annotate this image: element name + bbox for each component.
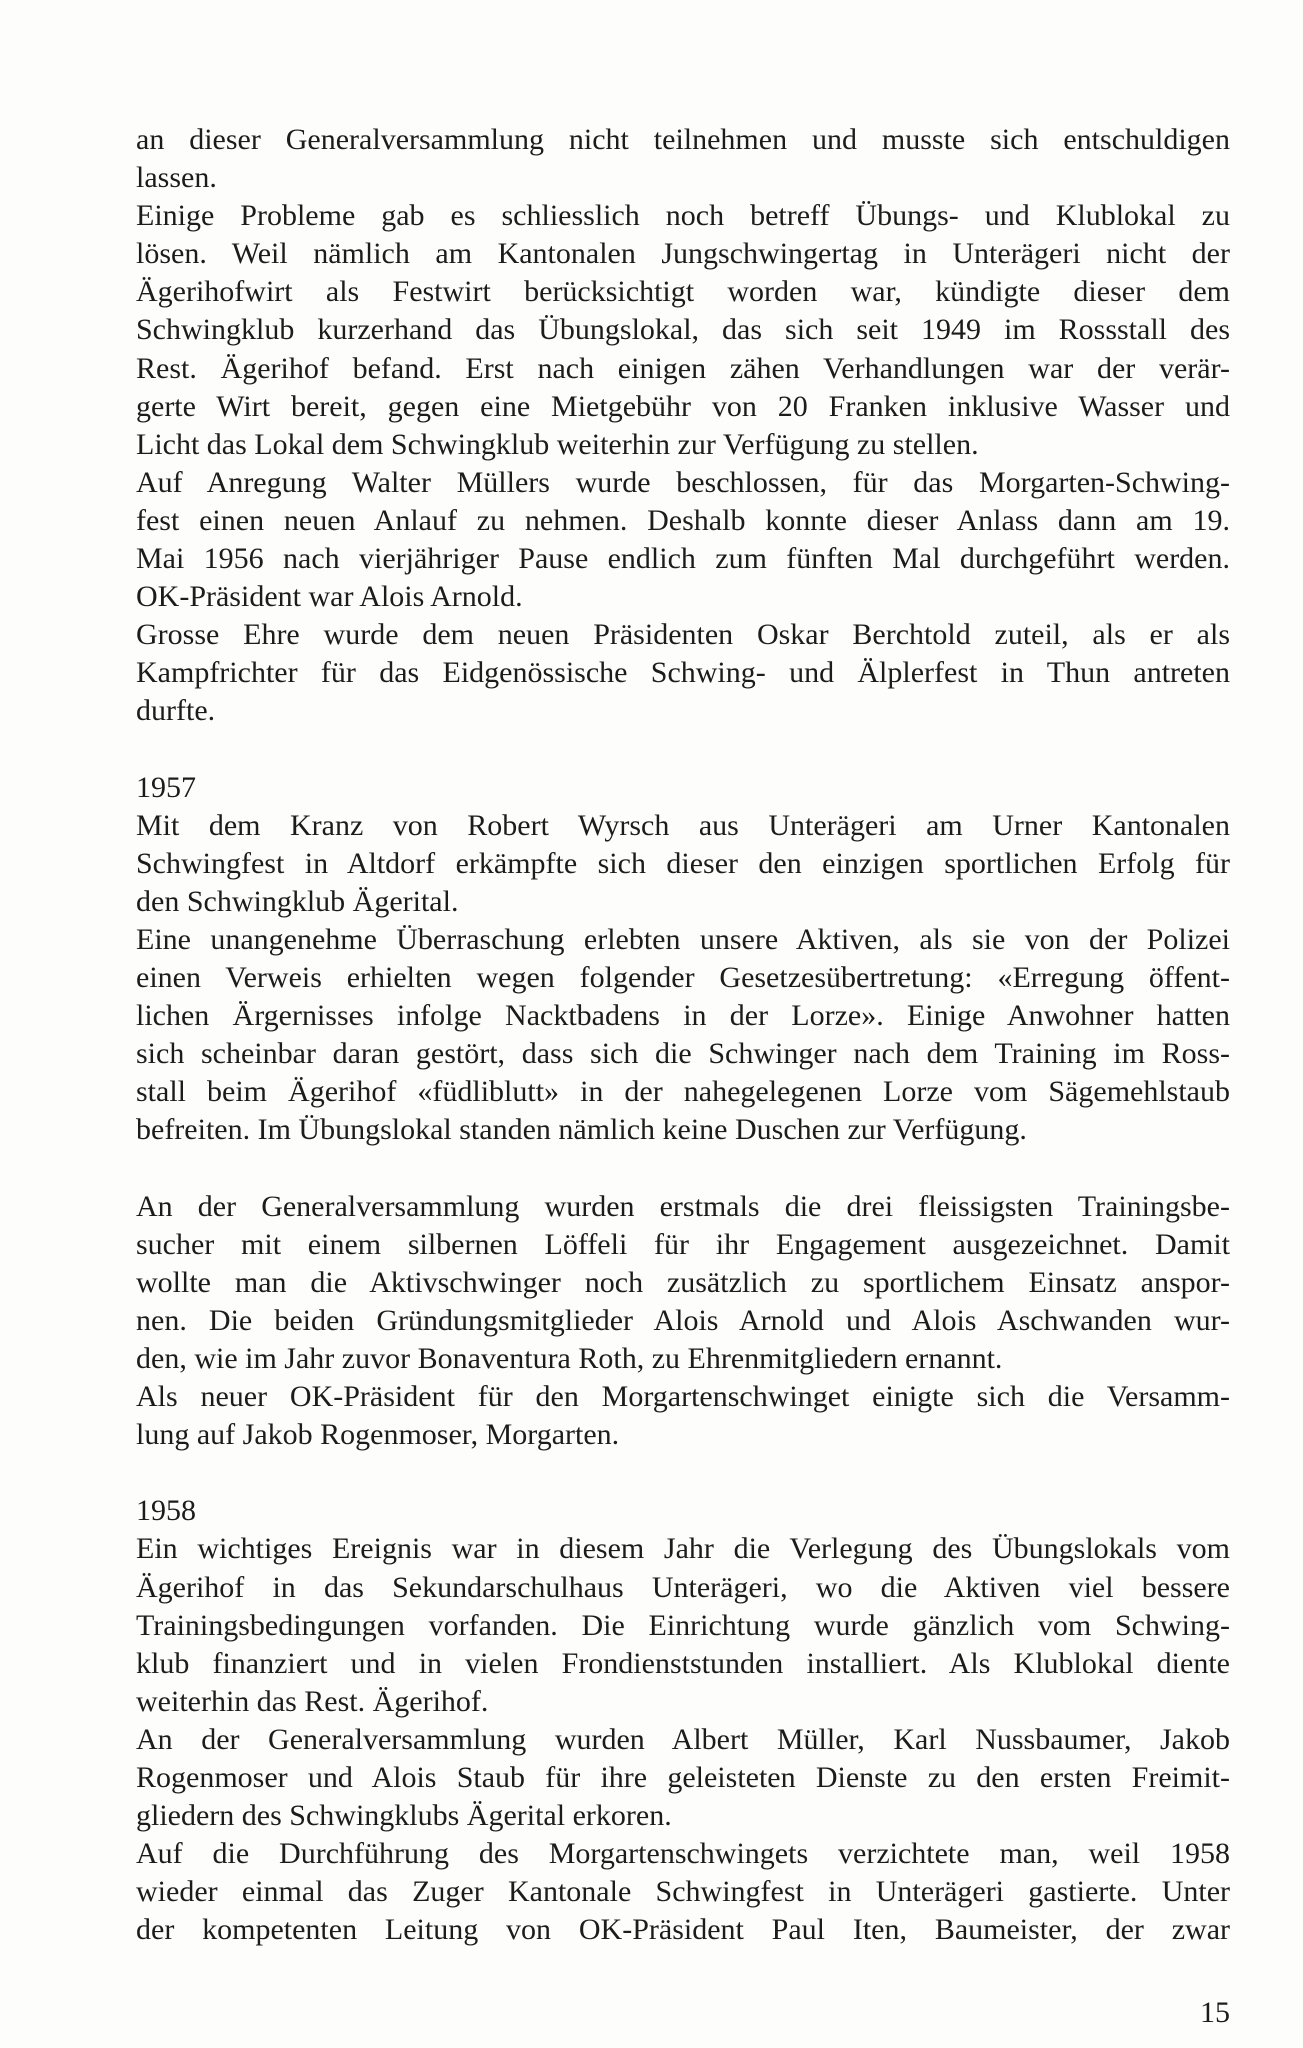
text-line: Schwingfest in Altdorf erkämpfte sich dieser den einzigen sportlichen Erfolg für [136, 846, 1230, 880]
text-line: Licht das Lokal dem Schwingklub weiterhin zur Verfügung zu stellen. [136, 427, 979, 461]
page-number: 15 [1200, 1996, 1230, 2029]
text-line: wieder einmal das Zuger Kantonale Schwingfest in Unterägeri gastierte. Unter [136, 1875, 1230, 1909]
text-line: Mai 1956 nach vierjähriger Pause endlich zum fünften Mal durchgeführt werden. [136, 542, 1230, 576]
text-line: Auf die Durchführung des Morgartenschwingets verzichtete man, weil 1958 [136, 1837, 1230, 1871]
paragraph-gap [136, 1150, 1230, 1188]
text-line: lichen Ärgernisses infolge Nacktbadens in der Lorze». Einige Anwohner hatten [136, 999, 1230, 1033]
text-line: Rest. Ägerihof befand. Erst nach einigen zähen Verhandlungen war der verär- [136, 351, 1230, 385]
text-line: sich scheinbar daran gestört, dass sich die Schwinger nach dem Training im Ross- [136, 1037, 1230, 1071]
text-line: An der Generalversammlung wurden Albert Müller, Karl Nussbaumer, Jakob [136, 1722, 1230, 1756]
text-line: klub finanziert und in vielen Frondienststunden installiert. Als Klublokal diente [136, 1646, 1230, 1680]
text-line: OK-Präsident war Alois Arnold. [136, 580, 523, 614]
text-line: gerte Wirt bereit, gegen eine Mietgebühr von 20 Franken inklusive Wasser und [136, 389, 1230, 423]
text-line: Eine unangenehme Überraschung erlebten unsere Aktiven, als sie von der Polizei [136, 922, 1230, 956]
text-line: Ägerihof in das Sekundarschulhaus Unterägeri, wo die Aktiven viel bessere [136, 1570, 1230, 1604]
text-line: Rogenmoser und Alois Staub für ihre geleisteten Dienste zu den ersten Freimit- [136, 1761, 1230, 1795]
text-line: Einige Probleme gab es schliesslich noch betreff Übungs- und Klublokal zu [136, 199, 1230, 233]
text-line: Ein wichtiges Ereignis war in diesem Jahr die Verlegung des Übungslokals vom [136, 1532, 1230, 1566]
text-line: Als neuer OK-Präsident für den Morgartenschwinget einigte sich die Versamm- [136, 1380, 1230, 1414]
text-line: den, wie im Jahr zuvor Bonaventura Roth, zu Ehrenmitgliedern ernannt. [136, 1342, 1003, 1375]
text-line: Grosse Ehre wurde dem neuen Präsidenten Oskar Berchtold zuteil, als er als [136, 618, 1230, 652]
text-line: nen. Die beiden Gründungsmitglieder Alois Arnold und Alois Aschwanden wur- [136, 1303, 1230, 1337]
text-line: lösen. Weil nämlich am Kantonalen Jungschwingertag in Unterägeri nicht der [136, 237, 1230, 271]
text-line: An der Generalversammlung wurden erstmals die drei fleissigsten Trainingsbe- [136, 1189, 1230, 1223]
body-text [136, 121, 1230, 1950]
year-heading: 1958 [136, 1494, 196, 1528]
text-line: fest einen neuen Anlauf zu nehmen. Deshalb konnte dieser Anlass dann am 19. [136, 503, 1230, 537]
text-line: weiterhin das Rest. Ägerihof. [136, 1684, 489, 1718]
text-line: befreiten. Im Übungslokal standen nämlich keine Duschen zur Verfügung. [136, 1113, 1027, 1147]
text-line: Trainingsbedingungen vorfanden. Die Einrichtung wurde gänzlich vom Schwing- [136, 1608, 1230, 1642]
text-line: lassen. [136, 161, 217, 195]
text-line: an dieser Generalversammlung nicht teilnehmen und musste sich entschuldigen [136, 123, 1230, 156]
text-line: wollte man die Aktivschwinger noch zusätzlich zu sportlichem Einsatz anspor- [136, 1265, 1230, 1299]
text-line: der kompetenten Leitung von OK-Präsident Paul Iten, Baumeister, der zwar [136, 1913, 1230, 1947]
text-line: Ägerihofwirt als Festwirt berücksichtigt worden war, kündigte dieser dem [136, 275, 1230, 309]
text-line: gliedern des Schwingklubs Ägerital erkoren. [136, 1799, 672, 1833]
text-line: einen Verweis erhielten wegen folgender Gesetzesübertretung: «Erregung öffent- [136, 961, 1230, 995]
year-heading: 1957 [136, 770, 196, 804]
text-line: sucher mit einem silbernen Löffeli für ihr Engagement ausgezeichnet. Damit [136, 1227, 1230, 1261]
text-line: Kampfrichter für das Eidgenössische Schwing- und Älplerfest in Thun antreten [136, 656, 1230, 690]
text-line: Auf Anregung Walter Müllers wurde beschlossen, für das Morgarten-Schwing- [136, 465, 1230, 499]
text-line: Schwingklub kurzerhand das Übungslokal, das sich seit 1949 im Rossstall des [136, 313, 1230, 347]
text-line: Mit dem Kranz von Robert Wyrsch aus Unterägeri am Urner Kantonalen [136, 808, 1230, 842]
text-line: durfte. [136, 694, 216, 728]
paragraph-gap [136, 1454, 1230, 1492]
text-line: lung auf Jakob Rogenmoser, Morgarten. [136, 1418, 620, 1452]
text-line: stall beim Ägerihof «füdliblutt» in der nahegelegenen Lorze vom Sägemehlstaub [136, 1075, 1230, 1109]
paragraph-gap [136, 731, 1230, 769]
text-line: den Schwingklub Ägerital. [136, 884, 459, 918]
